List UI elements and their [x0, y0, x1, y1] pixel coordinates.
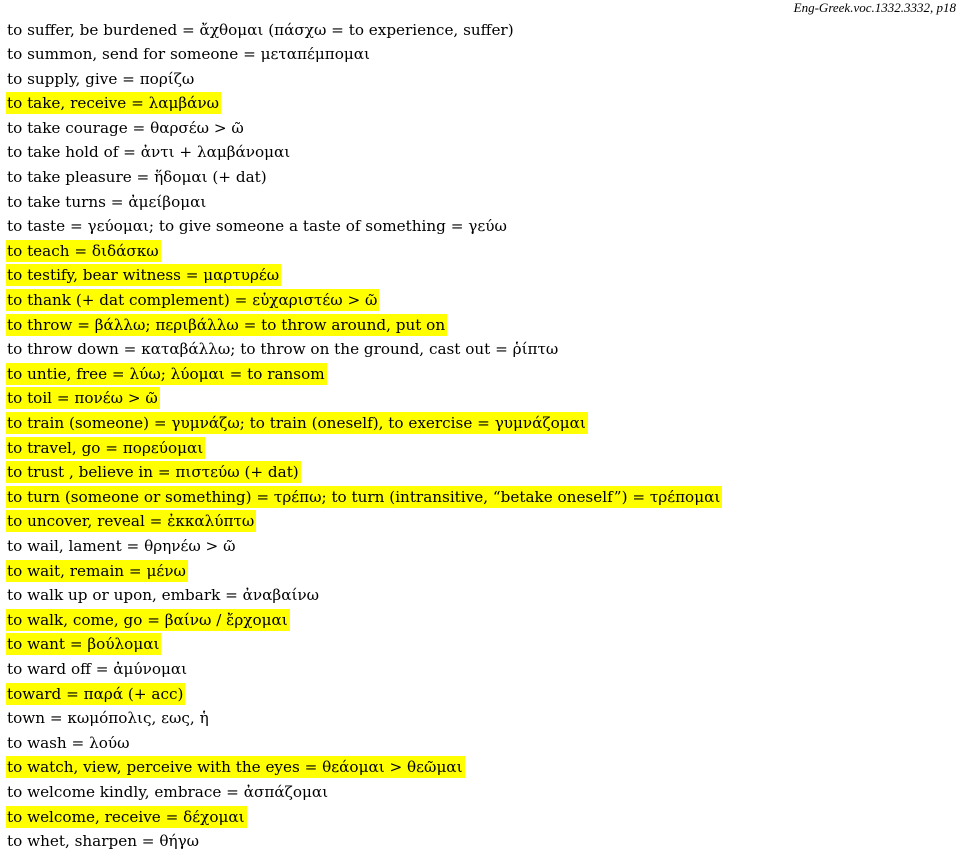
vocab-entry	[6, 558, 722, 583]
vocab-entry	[6, 386, 722, 411]
entry-text: to taste = γεύομαι; to give someone a taste of something = γεύω	[7, 217, 507, 236]
entry-text: to wail, lament = θρηνέω > ῶ	[7, 536, 236, 555]
highlighted-entry-text: to welcome, receive = δέχομαι	[7, 807, 245, 826]
entry-text: to throw down = καταβάλλω; to throw on the ground, cast out = ῥίπτω	[7, 340, 559, 359]
vocab-entry	[6, 706, 722, 731]
entry-text: to welcome kindly, embrace = ἀσπάζομαι	[7, 782, 329, 801]
highlighted-entry-text: to want = βούλομαι	[7, 635, 160, 654]
page-reference: Eng-Greek.voc.1332.3332, p18	[793, 0, 956, 15]
entry-text: to summon, send for someone = μεταπέμπομαι	[7, 45, 370, 64]
vocab-entry	[6, 681, 722, 706]
vocab-entry	[6, 804, 722, 829]
highlighted-entry-text: to toil = πονέω > ῶ	[7, 389, 158, 408]
vocab-entry	[6, 656, 722, 681]
highlighted-entry-text: to train (someone) = γυμνάζω; to train (oneself), to exercise = γυμνάζομαι	[7, 414, 586, 432]
vocab-entry	[6, 66, 722, 91]
vocab-entry	[6, 460, 722, 485]
entry-text: to take hold of = ἀντι + λαμβάνομαι	[7, 143, 291, 162]
vocab-entry	[6, 361, 722, 386]
highlighted-entry-text: to thank (+ dat complement) = εὐχαριστέω > ῶ	[7, 291, 378, 310]
vocab-entry	[6, 17, 722, 42]
highlighted-entry-text: to travel, go = πορεύομαι	[7, 438, 204, 457]
vocab-entry	[6, 42, 722, 67]
vocab-entry	[6, 312, 722, 337]
highlighted-entry-text: toward = παρά (+ acc)	[7, 684, 184, 703]
vocab-entry	[6, 435, 722, 460]
vocab-entry	[6, 632, 722, 657]
highlighted-entry-text: to throw = βάλλω; περιβάλλω = to throw around, put on	[7, 315, 446, 334]
vocab-entry	[6, 779, 722, 804]
vocab-entry	[6, 189, 722, 214]
highlighted-entry-text: to take, receive = λαμβάνω	[7, 94, 220, 113]
entry-text: to take courage = θαρσέω > ῶ	[7, 118, 244, 137]
entry-text: to supply, give = πορίζω	[7, 69, 195, 88]
vocab-entry	[6, 484, 722, 509]
vocab-entry	[6, 730, 722, 755]
vocabulary-list	[6, 17, 722, 853]
highlighted-entry-text: to testify, bear witness = μαρτυρέω	[7, 266, 280, 285]
entry-text: to take pleasure = ἥδομαι (+ dat)	[7, 168, 267, 187]
entry-text: to walk up or upon, embark = ἀναβαίνω	[7, 586, 320, 605]
vocab-entry	[6, 755, 722, 780]
highlighted-entry-text: to wait, remain = μένω	[7, 561, 186, 580]
vocab-entry	[6, 288, 722, 313]
entry-text: town = κωμόπολις, εως, ἡ	[7, 709, 209, 728]
vocab-entry	[6, 337, 722, 362]
highlighted-entry-text: to untie, free = λύω; λύομαι = to ransom	[7, 364, 325, 383]
highlighted-entry-text: to trust , believe in = πιστεύω (+ dat)	[7, 463, 299, 482]
vocab-entry	[6, 829, 722, 853]
vocab-entry	[6, 238, 722, 263]
highlighted-entry-text: to watch, view, perceive with the eyes = θεάομαι > θεῶμαι	[7, 758, 463, 777]
highlighted-entry-text: to walk, come, go = βαίνω / ἔρχομαι	[7, 610, 288, 629]
vocab-entry	[6, 583, 722, 608]
entry-text: to take turns = ἀμείβομαι	[7, 192, 207, 211]
entry-text: to ward off = ἀμύνομαι	[7, 659, 188, 678]
vocab-entry	[6, 115, 722, 140]
vocab-entry	[6, 214, 722, 239]
vocab-entry	[6, 165, 722, 190]
vocab-entry	[6, 411, 722, 436]
vocab-entry	[6, 91, 722, 116]
vocab-entry	[6, 533, 722, 558]
highlighted-entry-text: to turn (someone or something) = τρέπω; to turn (intransitive, “betake oneself”) = τρέπομαι	[7, 487, 721, 506]
vocab-entry	[6, 607, 722, 632]
vocab-entry	[6, 509, 722, 534]
entry-text: to wash = λούω	[7, 733, 130, 752]
vocab-entry	[6, 263, 722, 288]
entry-text: to suffer, be burdened = ἄχθομαι (πάσχω = to experience, suffer)	[7, 20, 514, 39]
entry-text: to whet, sharpen = θήγω	[7, 832, 200, 851]
highlighted-entry-text: to teach = διδάσκω	[7, 241, 159, 260]
highlighted-entry-text: to uncover, reveal = ἐκκαλύπτω	[7, 512, 255, 531]
vocab-entry	[6, 140, 722, 165]
